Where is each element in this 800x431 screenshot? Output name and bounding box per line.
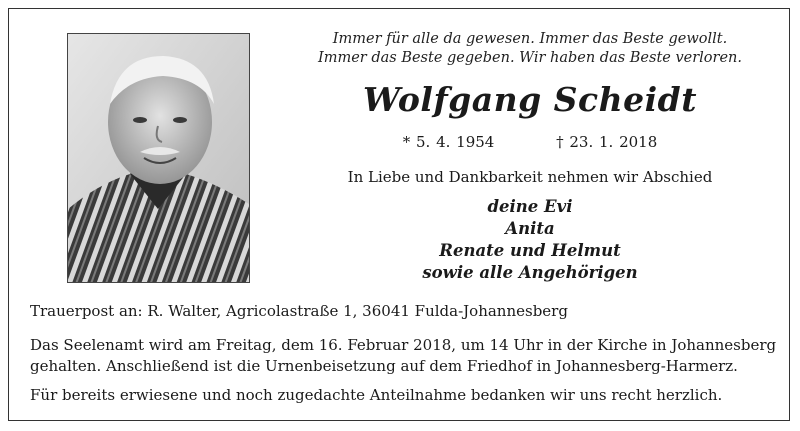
- farewell-line: In Liebe und Dankbarkeit nehmen wir Abschied: [347, 168, 713, 186]
- mourning-address: Trauerpost an: R. Walter, Agricolastraße 1, 36041 Fulda-Johannesberg: [30, 302, 568, 320]
- closing-thanks: Für bereits erwiesene und noch zugedachte Anteilnahme bedanken wir uns recht herzlich.: [30, 386, 723, 404]
- service-line: Das Seelenamt wird am Freitag, dem 16. Februar 2018, um 14 Uhr in der Kirche in Johannesberg: [30, 336, 777, 354]
- mourner: Anita: [505, 219, 555, 238]
- portrait-photo: [67, 33, 250, 283]
- service-line: gehalten. Anschließend ist die Urnenbeisetzung auf dem Friedhof in Johannesberg-Harmerz.: [30, 357, 738, 375]
- birth-date: * 5. 4. 1954: [402, 133, 495, 151]
- mourner: sowie alle Angehörigen: [422, 263, 638, 282]
- memorial-verse: [290, 30, 770, 68]
- mourner: deine Evi: [487, 197, 573, 216]
- mourners-list: [290, 196, 770, 284]
- verse-line: Immer das Beste gegeben. Wir haben das Beste verloren.: [318, 50, 742, 66]
- mourner: Renate und Helmut: [439, 241, 621, 260]
- verse-line: Immer für alle da gewesen. Immer das Beste gewollt.: [332, 31, 728, 47]
- life-dates: [290, 133, 770, 151]
- death-date: † 23. 1. 2018: [556, 133, 658, 151]
- service-info: [30, 335, 780, 377]
- deceased-name: Wolfgang Scheidt: [363, 80, 697, 119]
